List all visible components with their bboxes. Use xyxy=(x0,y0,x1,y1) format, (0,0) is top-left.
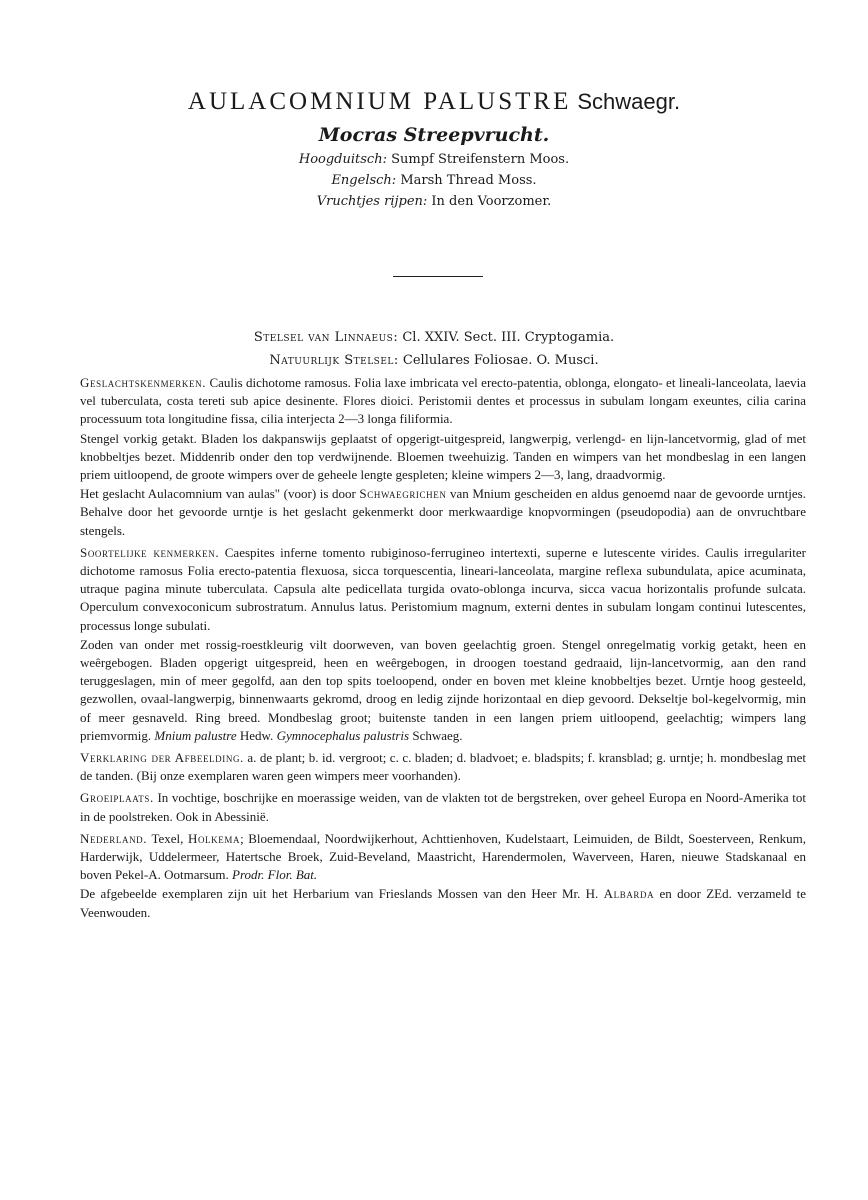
vernacular-label: Hoogduitsch: xyxy=(298,152,387,167)
genus-label: Geslachtskenmerken. xyxy=(80,375,207,390)
linnaeus-value: Cl. XXIV. Sect. III. Cryptogamia. xyxy=(402,330,615,345)
synonym-2-author: Schwaeg. xyxy=(412,727,463,743)
note-person: Albarda xyxy=(603,886,655,902)
vernacular-label: Engelsch: xyxy=(331,173,397,188)
divider-rule xyxy=(393,276,483,277)
linnaeus-label: Stelsel van Linnaeus: xyxy=(253,330,399,345)
species-title xyxy=(0,84,868,119)
netherlands-collector: Holkema xyxy=(187,830,241,846)
netherlands-label: Nederland. xyxy=(80,830,148,846)
species-author: Schwaegr. xyxy=(577,89,681,114)
netherlands-text-end: ; Bloemendaal, Noordwijkerhout, Achttienhoven, Kudelstaart, Leimuiden, de Bildt, Soesterveen, Renkum, Harderwijk, Uddelermeer, Hatertsche Broek, Zuid-Beveland, Maastricht, Harendermolen, Waverveen, Haren, nieuwe Stadskanaal en boven Pekel-A. Ootmarsum. xyxy=(80,830,807,883)
genus-history-person: Schwaegrichen xyxy=(359,486,447,502)
genus-history-quote: aulas" (voor) is door xyxy=(248,486,356,502)
species-latin: Caespites inferne tomento rubiginoso-ferrugineo intertexti, superne e lutescente virides. Caulis irregulariter dichotome ramosus Folia erecto-patentia flexuosa, sicca torquescentia, lineari-lanceolata, margine reflexa subundulata, apice acuminata, utraque pagina minute tuberculata. Capsula alte pedicellata turgida ovato-oblonga incurva, sicca vacua horizontalis profunde sulcata. Operculum convexoconicum subrostratum. Annulus latus. Peristomium magnum, externi dentes in subulam longam continui lutescentes, processus longe subulati. xyxy=(80,544,806,633)
natural-value: Cellulares Foliosae. O. Musci. xyxy=(402,353,599,368)
vernacular-label: Vruchtjes rijpen: xyxy=(316,194,428,209)
genus-history-paragraph xyxy=(80,485,806,540)
explanation-text: a. de plant; b. id. vergroot; c. c. bladen; d. bladvoet; e. bladspits; f. kransblad; g. urntje; h. mondbeslag met de tanden. (Bij onze exemplaren waren geen wimpers meer voorhanden). xyxy=(80,750,807,784)
linnaeus-system xyxy=(0,330,868,345)
habitat-paragraph xyxy=(80,789,806,825)
explanation-label: Verklaring der Afbeelding. xyxy=(80,750,244,766)
genus-latin: Caulis dichotome ramosus. Folia laxe imbricata vel erecto-patentia, oblonga, elongato- et lineali-lanceolata, laevia vel tuberculata, costa tereti sub apice desinente. Flores dioici. Peristomii dentes et processus in subulam longam exeuntes, cilia carina processuum tota longitudine fissa, cilia interjecta 2—3 longa filiformia. xyxy=(80,375,807,427)
synonym-2: Gymnocephalus palustris xyxy=(276,727,410,743)
vernacular-german xyxy=(0,149,868,170)
species-dutch-paragraph xyxy=(80,636,806,745)
synonym-1-author: Hedw. xyxy=(239,727,274,743)
note-text-start: De afgebeelde exemplaren zijn uit het Herbarium van Frieslands Mossen van den Heer Mr. H. xyxy=(80,886,599,902)
genus-latin-paragraph xyxy=(80,374,806,429)
netherlands-paragraph xyxy=(80,830,806,885)
genus-history-end: van Mnium gescheiden en aldus genoemd naar de gevoorde urntjes. Behalve door het gevoorde urntje is het geslacht gekenmerkt door merkwaardige knopvormingen (pseudopodia) aan de onvruchtbare stengels. xyxy=(80,486,806,538)
vernacular-value: Sumpf Streifenstern Moos. xyxy=(391,152,570,167)
species-label: Soortelijke kenmerken. xyxy=(80,544,220,560)
natural-label: Natuurlijk Stelsel: xyxy=(269,353,399,368)
habitat-text: In vochtige, boschrijke en moerassige weiden, van de vlakten tot de bergstreken, over geheel Europa en Noord-Amerika tot in de poolstreken. Ook in Abessinië. xyxy=(80,790,807,824)
note-paragraph xyxy=(80,885,806,921)
vernacular-english xyxy=(0,170,868,191)
fruiting-season xyxy=(0,191,868,212)
genus-history-start: Het geslacht Aulacomnium van xyxy=(80,486,245,502)
vernacular-value: In den Voorzomer. xyxy=(431,194,552,209)
species-latin-paragraph xyxy=(80,544,806,635)
netherlands-text-start: Texel, xyxy=(151,830,184,846)
habitat-label: Groeiplaats. xyxy=(80,790,154,806)
genus-dutch-paragraph: Stengel vorkig getakt. Bladen los dakpanswijs geplaatst of opgerigt-uitgespreid, langwerpig, verlengd- en lijn-lancetvormig, glad of met knobbeltjes bezet. Middenrib onder den top verdwijnende. Bloemen tweehuizig. Tanden en wimpers van het mondbeslag in een langen priem uitloopend, de groote wimpers over de geheele lengte gespleten; kleine wimpers 2—3, lang, draadvormig. xyxy=(80,430,806,483)
note-text-end: en door ZEd. verzameld te Veenwouden. xyxy=(80,886,807,920)
synonym-1: Mnium palustre xyxy=(154,727,237,743)
species-dutch: Zoden van onder met rossig-roestkleurig vilt doorweven, van boven geelachtig groen. Stengel onregelmatig vorkig getakt, heen en weêrgebogen. Bladen opgerigt uitgespreid, heen en weêrgebogen, in droogen toestand gedraaid, lijn-lancetvormig, aan den rand teruggeslagen, min of meer gegolfd, aan den top spits toeloopend, onder en boven met kleine knobbeltjes bezet. Urntje hoog gesteeld, gezwollen, ovaal-langwerpig, binnenwaarts gekromd, droog en ledig zijnde horizontaal en diep gevoord. Dekseltje bol-kegelvormig, min of meer gesnaveld. Ring breed. Mondbeslag groot; buitenste tanden in een langen priem uitloopend, geelachtig; wimpers lang priemvormig. xyxy=(80,636,806,743)
description-body xyxy=(80,374,806,926)
dutch-name: Mocras Streepvrucht. xyxy=(318,124,550,146)
vernacular-value: Marsh Thread Moss. xyxy=(400,173,537,188)
explanation-paragraph xyxy=(80,749,806,785)
netherlands-reference: Prodr. Flor. Bat. xyxy=(232,867,318,883)
species-name: AULACOMNIUM PALUSTRE xyxy=(187,88,572,115)
title-block xyxy=(0,84,868,212)
natural-system xyxy=(0,353,868,368)
